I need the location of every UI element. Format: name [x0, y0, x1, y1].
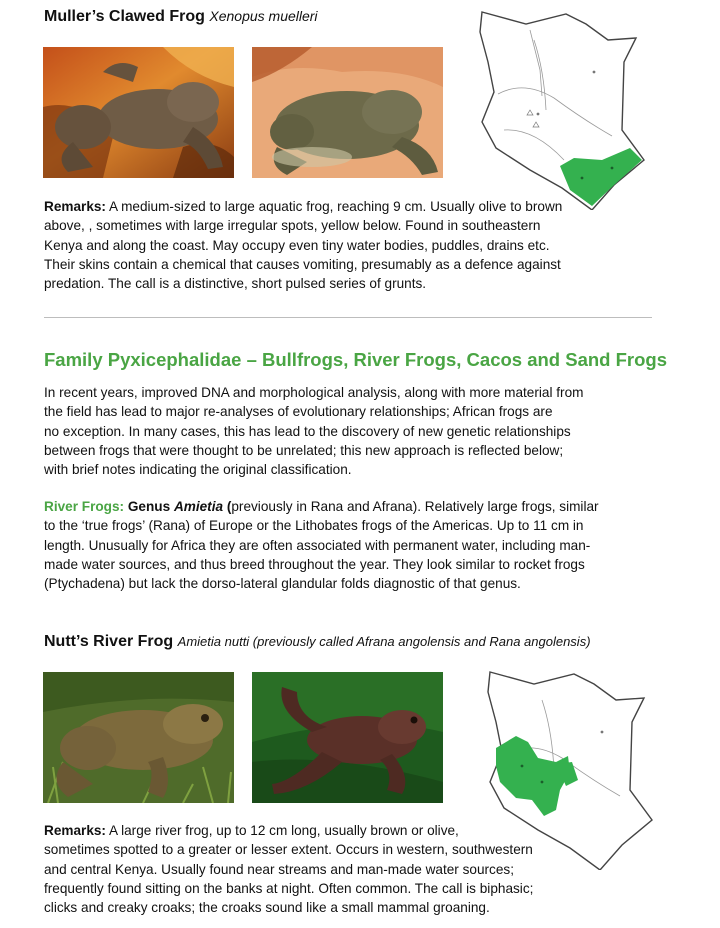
species2-photo-1: [43, 672, 234, 803]
species2-remarks-line: clicks and creaky croaks; the croaks sound like a small mammal groaning.: [44, 900, 490, 916]
river-frogs-line: length. Unusually for Africa they are often associated with permanent water, including man-: [44, 537, 591, 553]
species1-photo-1: [43, 47, 234, 178]
species1-remarks-line: above, , sometimes with large irregular spots, yellow below. Found in southeastern: [44, 218, 541, 234]
species2-title: [44, 633, 591, 651]
family-intro-line: In recent years, improved DNA and morphological analysis, along with more material from: [44, 385, 584, 400]
genus-paren: (: [223, 499, 232, 514]
section-divider: [44, 317, 652, 318]
species2-remarks: [44, 821, 644, 917]
species1-photo-2: [252, 47, 443, 178]
species1-title: [44, 8, 318, 26]
species2-photo-2: [252, 672, 443, 803]
species1-scientific-name: Xenopus muelleri: [209, 8, 318, 24]
species1-remarks-line: Their skins contain a chemical that causes vomiting, presumably as a defence against: [44, 256, 561, 272]
river-frogs-line: previously in Rana and Afrana). Relatively large frogs, similar: [231, 499, 599, 514]
species2-remarks-line: sometimes spotted to a greater or lesser extent. Occurs in western, southwestern: [44, 842, 533, 858]
species1-remarks-line: predation. The call is a distinctive, short pulsed series of grunts.: [44, 276, 427, 292]
species2-remarks-line: and central Kenya. Usually found near streams and man-made water sources;: [44, 861, 514, 877]
genus-prefix: Genus: [124, 499, 174, 514]
river-frogs-line: to the ‘true frogs’ (Rana) of Europe or the Lithobates frogs of the Americas. Up to 11 cm in: [44, 518, 584, 534]
genus-name: Amietia: [173, 499, 224, 514]
species1-remarks-label: Remarks:: [44, 199, 106, 214]
river-frogs-genus-notes: [44, 497, 664, 593]
species2-remarks-label: Remarks:: [44, 823, 106, 838]
river-frogs-line: (Ptychadena) but lack the dorso-lateral glandular folds diagnostic of that genus.: [44, 576, 521, 592]
river-frogs-label: River Frogs:: [44, 499, 125, 514]
species2-remarks-line: A large river frog, up to 12 cm long, usually brown or olive,: [105, 823, 459, 838]
family-intro-line: the field has lead to major re-analyses of evolutionary relationships; African frogs are: [44, 404, 553, 420]
family-title: Family Pyxicephalidae – Bullfrogs, River Frogs, Cacos and Sand Frogs: [44, 349, 668, 370]
species1-common-name: Muller’s Clawed Frog: [44, 8, 205, 25]
species1-remarks-line: Kenya and along the coast. May occupy even tiny water bodies, puddles, drains etc.: [44, 237, 550, 253]
river-frogs-line: made water sources, and thus breed throughout the year. They look similar to rocket frogs: [44, 556, 585, 572]
family-intro-line: no exception. In many cases, this has lead to the discovery of new genetic relationships: [44, 423, 571, 439]
species1-remarks-line: A medium-sized to large aquatic frog, reaching 9 cm. Usually olive to brown: [105, 199, 563, 214]
family-intro: [44, 383, 664, 479]
species2-remarks-line: frequently found sitting on the banks at night. Often common. The call is biphasic;: [44, 880, 534, 896]
species1-remarks: [44, 197, 644, 293]
species1-range-map: [474, 10, 656, 210]
family-intro-line: between frogs that were thought to be unrelated; this new approach is reflected below;: [44, 442, 564, 458]
family-intro-line: with brief notes indicating the original classification.: [44, 462, 352, 478]
species2-common-name: Nutt’s River Frog: [44, 633, 174, 650]
species2-scientific-name: Amietia nutti (previously called Afrana angolensis and Rana angolensis): [177, 634, 591, 649]
